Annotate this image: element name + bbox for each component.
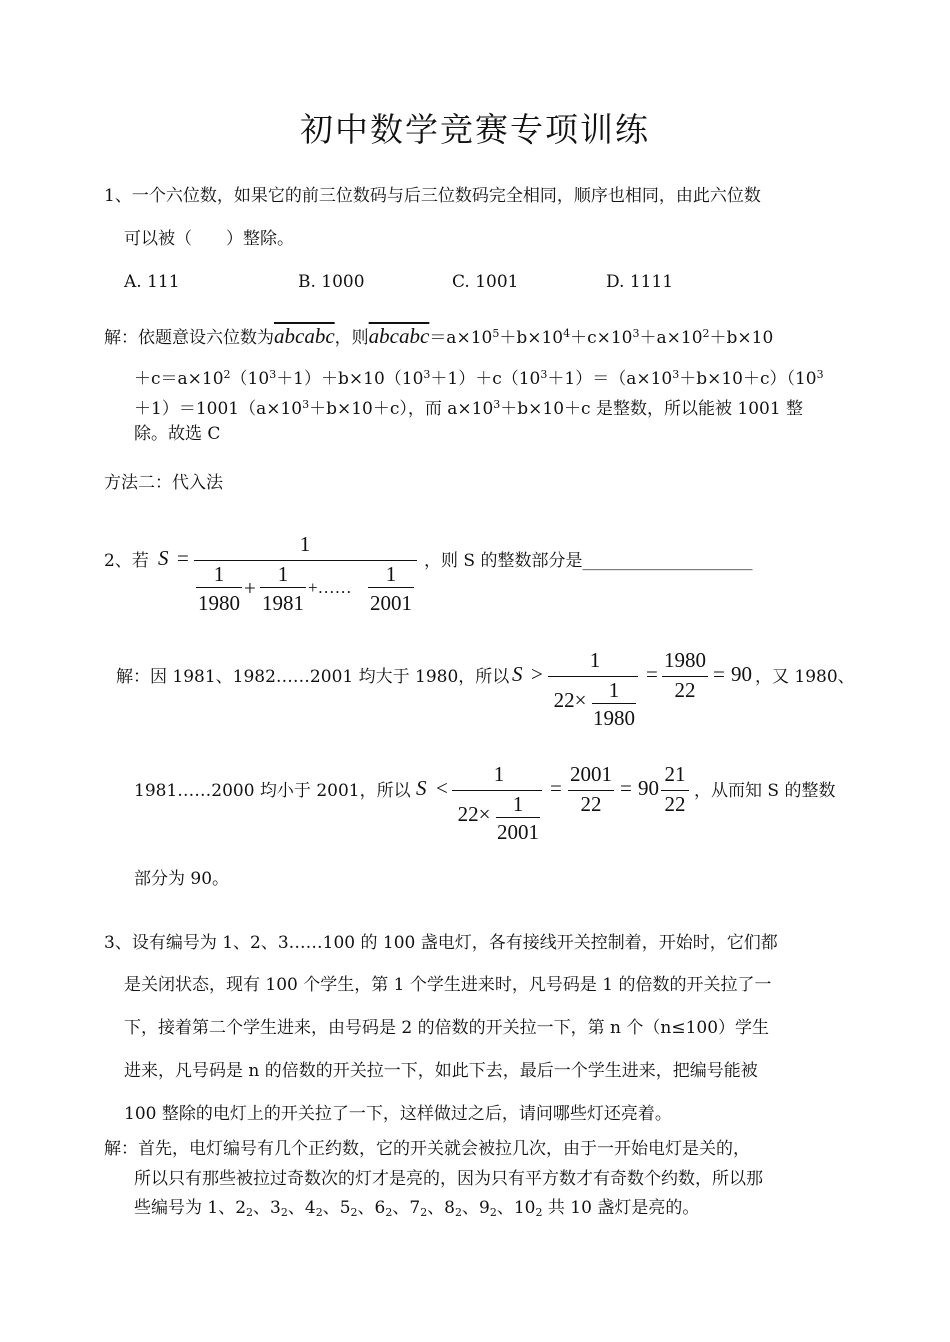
q1-sol-mid: ，则	[334, 328, 369, 348]
q2-sol-lt: <	[436, 776, 448, 800]
q1-text-line2: 可以被（ ）整除。	[124, 229, 294, 249]
q1-var-abcabc-2: abcabc	[368, 324, 430, 348]
q2-suffix: ，则 S 的整数部分是____________________	[424, 551, 753, 571]
q1-option-d: D. 1111	[606, 272, 674, 292]
page-title: 初中数学竞赛专项训练	[300, 110, 650, 149]
q3-sol-line1: 解：首先，电灯编号有几个正约数，它的开关就会被拉几次，由于一开始电灯是关的，	[104, 1139, 750, 1159]
q2-sol-22-c: 22	[664, 792, 686, 816]
q2-frac-line-3	[368, 587, 414, 588]
q2-sol-one-c: 1	[493, 762, 505, 786]
q2-sol-text2: 1981……2000 均小于 2001，所以	[134, 781, 411, 801]
q2-frac-line-2	[260, 587, 306, 588]
q1-option-a: A. 111	[124, 272, 180, 292]
q2-sol-90-a: 90	[731, 662, 752, 686]
q2-dots: +……	[308, 578, 352, 597]
q2-sol-90-b: 90	[638, 776, 659, 800]
q2-S: S	[158, 546, 169, 570]
q2-sol-eq-d: =	[620, 776, 632, 800]
q3-line1: 3、设有编号为 1、2、3……100 的 100 盏电灯，各有接线开关控制着，开始时，它们都	[104, 933, 778, 953]
q2-frac-line-1	[196, 587, 242, 588]
q3-line5: 100 整除的电灯上的开关拉了一下，这样做过之后，请问哪些灯还亮着。	[124, 1104, 672, 1124]
q3-line4: 进来，凡号码是 n 的倍数的开关拉一下，如此下去，最后一个学生进来，把编号能被	[124, 1061, 758, 1081]
q2-num: 1	[299, 532, 311, 556]
q1-option-c: C. 1001	[452, 272, 519, 292]
q2-sol-eq-a: =	[646, 662, 658, 686]
q2-sol-S2: S	[416, 776, 427, 800]
q2-d2: 1981	[262, 591, 304, 615]
exp: 3	[632, 327, 640, 340]
q2-sol-frac-line-g	[661, 790, 689, 791]
q2-sol-tail2: ，从而知 S 的整数	[694, 781, 836, 801]
q2-sol-S1: S	[512, 662, 523, 686]
q2-sol-gt: >	[531, 662, 543, 686]
q3-line2: 是关闭状态，现有 100 个学生，第 1 个学生进来时，凡号码是 1 的倍数的开关拉了一	[124, 975, 772, 995]
q2-eq: =	[177, 546, 189, 570]
q3-sol-line3: 些编号为 1、$2_2$、$3_2$、$4_2$、$5_2$、$6_2$、$7_2$、$8_2$、$9_2$、$10_2$ 共 10 盏灯是亮的。	[134, 1198, 700, 1219]
exp: 2	[702, 327, 710, 340]
q3-line3: 下，接着第二个学生进来，由号码是 2 的倍数的开关拉一下，第 n 个（n≤100）学生	[124, 1018, 770, 1038]
q2-sol-2001-b: 2001	[570, 762, 612, 786]
q2-sol-1980-b: 1980	[664, 648, 706, 672]
q2-sol-eq-c: =	[550, 776, 562, 800]
q2-plus: +	[244, 576, 256, 600]
q1-solution-line3: $+1)=1001(a\times 10^3+b\times 10+c)$，而 $a\times 10^3+b\times 10+c$ 是整数，所以能被 1001 整	[134, 398, 804, 419]
q2-sol-frac-line-b	[592, 703, 636, 704]
q1-option-b: B. 1000	[298, 272, 365, 292]
exp: 4	[563, 327, 571, 340]
q2-label: 2、若	[104, 551, 149, 571]
q2-sol-one-d: 1	[512, 792, 524, 816]
q2-sol-frac-line-c	[662, 676, 708, 677]
q2-one-2: 1	[277, 562, 289, 586]
q2-sol-22-a: 22	[674, 678, 696, 702]
q2-sol-22-b: 22	[580, 792, 602, 816]
q2-sol-text3: 部分为 90。	[134, 869, 230, 889]
q2-sol-tail1: ，又 1980、	[755, 667, 855, 687]
q1-solution-line1: 解：依题意设六位数为abcabc，则$abcabc=a\times 10^5+b\times 10^4+c\times 10^3+a\times 10^2+b\times 10$	[104, 324, 774, 348]
q1-text-line1: 1、一个六位数，如果它的前三位数码与后三位数码完全相同，顺序也相同，由此六位数	[104, 186, 761, 206]
q1-var-abcabc: abcabc	[274, 324, 335, 348]
q2-sol-frac-line-a	[548, 676, 638, 677]
exp: 5	[492, 327, 500, 340]
q2-sol-frac-line-d	[452, 790, 542, 791]
q2-sol-text1: 解：因 1981、1982……2001 均大于 1980，所以	[116, 667, 510, 687]
q1-solution-line4: 除。故选 C	[134, 424, 221, 444]
q2-sol-frac-line-e	[496, 817, 540, 818]
q2-d3: 2001	[370, 591, 412, 615]
q2-sol-one-a: 1	[589, 648, 601, 672]
q2-sol-1980-a: 1980	[593, 706, 635, 730]
q2-sol-2001-a: 2001	[497, 820, 539, 844]
q2-one-1: 1	[213, 562, 225, 586]
q3-sol-tail: 共 10 盏灯是亮的。	[547, 1198, 700, 1218]
q3-sol-line2: 所以只有那些被拉过奇数次的灯才是亮的，因为只有平方数才有奇数个约数，所以那	[134, 1169, 763, 1189]
q2-sol-eq-b: =	[713, 662, 725, 686]
q2-sol-one-b: 1	[608, 678, 620, 702]
q2-main-fraction-line	[194, 560, 417, 561]
q1-solution-line2: $+c=a\times 10^2(10^3+1)+b\times 10(10^3+1)+c(10^3+1)=(a\times 10^3+b\times 10+c)(10^3$	[134, 368, 824, 389]
q2-d1: 1980	[198, 591, 240, 615]
q2-sol-21: 21	[664, 762, 686, 786]
q2-sol-times-b: 22×	[457, 802, 491, 826]
q1-sol-prefix: 解：依题意设六位数为	[104, 328, 274, 348]
q1-method2: 方法二：代入法	[104, 473, 223, 493]
q2-sol-times-a: 22×	[553, 688, 587, 712]
q2-sol-frac-line-f	[568, 790, 614, 791]
q2-one-3: 1	[385, 562, 397, 586]
